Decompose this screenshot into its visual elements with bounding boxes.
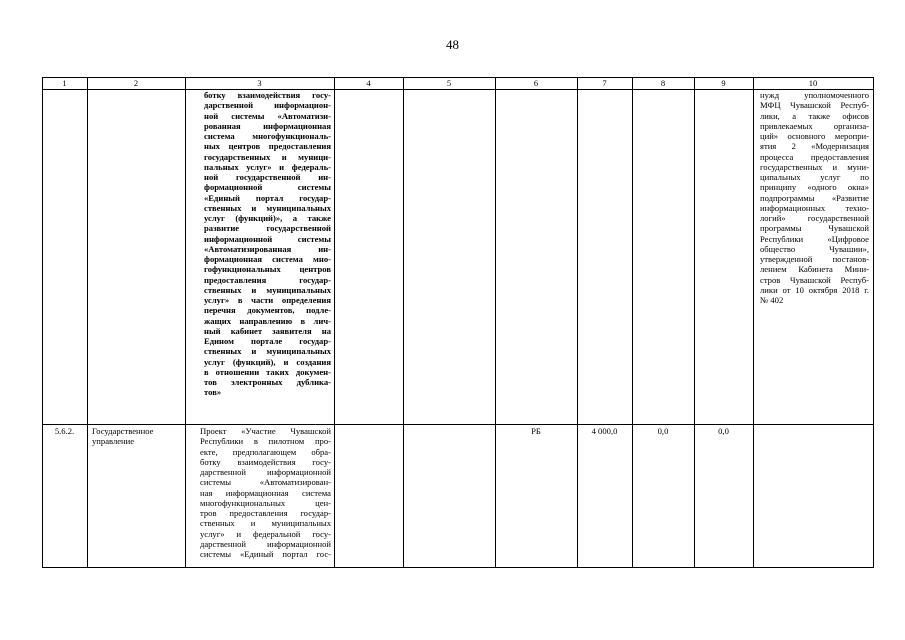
text-line: рованная информационная bbox=[204, 120, 331, 131]
text-line: тров предоставления государ- bbox=[200, 508, 331, 518]
row-a-source-note bbox=[760, 90, 869, 305]
text-line: информационной системы bbox=[204, 233, 331, 244]
text-line: системы «Автоматизирован- bbox=[200, 477, 331, 488]
column-border bbox=[87, 77, 88, 568]
text-line: управление bbox=[92, 436, 135, 447]
table-bottom-border bbox=[42, 567, 874, 568]
column-border bbox=[42, 77, 43, 568]
text-line: подпрограммы «Развитие bbox=[760, 192, 869, 203]
text-line: услуг (функций), и создания bbox=[204, 356, 331, 367]
column-border bbox=[694, 77, 695, 568]
column-border bbox=[185, 77, 186, 568]
text-line: ственных и муниципальных bbox=[204, 284, 331, 295]
text-line: Республики в пилотном про- bbox=[200, 436, 331, 447]
text-line: государственных и муници- bbox=[204, 151, 331, 162]
text-line: процесса предоставления bbox=[760, 151, 869, 162]
text-line: ципальных услуг по bbox=[760, 172, 869, 182]
column-header: 4 bbox=[366, 78, 371, 88]
text-line: гофункциональных центров bbox=[204, 264, 331, 275]
page-number: 48 bbox=[446, 37, 459, 52]
text-line: ная информационная система bbox=[200, 487, 331, 498]
text-line: Проект «Участие Чувашской bbox=[200, 426, 331, 436]
text-line: ственных и муниципальных bbox=[204, 202, 331, 213]
text-line: Едином портале государ- bbox=[204, 336, 331, 346]
text-line: программы Чувашской bbox=[760, 223, 869, 234]
column-header: 8 bbox=[660, 78, 666, 88]
text-line: ный кабинет заявителя на bbox=[204, 325, 331, 336]
column-header: 7 bbox=[602, 78, 607, 88]
text-line: «Единый портал государ- bbox=[204, 192, 331, 203]
text-line: многофункциональных цен- bbox=[200, 497, 331, 508]
text-line: развитие государственной bbox=[204, 223, 331, 234]
text-line: ных центров предоставления bbox=[204, 141, 331, 152]
text-line: ций» основного меропри- bbox=[760, 131, 869, 141]
text-line: утвержденной постанов- bbox=[760, 254, 869, 264]
text-line: предоставления государ- bbox=[204, 274, 331, 285]
text-line: в отношении таких докумен- bbox=[204, 366, 331, 377]
column-border bbox=[632, 77, 633, 568]
text-line: жащих направлению в лич- bbox=[204, 315, 331, 326]
text-line: ботку взаимодействия госу- bbox=[200, 456, 331, 467]
column-header: 3 bbox=[257, 78, 262, 88]
column-border bbox=[495, 77, 496, 568]
text-line: «Автоматизированная ин- bbox=[204, 243, 331, 254]
text-line: дарственной информационной bbox=[200, 538, 331, 549]
column-header: 6 bbox=[533, 78, 539, 88]
column-header: 1 bbox=[62, 78, 67, 88]
column-header: 10 bbox=[808, 78, 818, 88]
column-header: 5 bbox=[446, 78, 452, 88]
text-line: государственных и муни- bbox=[760, 161, 869, 172]
text-line: нужд уполномоченного bbox=[760, 90, 869, 100]
text-line: система многофункциональ- bbox=[204, 131, 331, 141]
text-line: ятия 2 «Модернизация bbox=[760, 141, 869, 152]
text-line: МФЦ Чувашской Респуб- bbox=[760, 100, 869, 111]
text-line: екте, предполагающем обра- bbox=[200, 446, 331, 457]
text-line: логий» государственной bbox=[760, 213, 869, 223]
text-line: лики, а также офисов bbox=[760, 110, 869, 121]
text-line: тов» bbox=[204, 387, 222, 398]
text-line: пальных услуг» и федераль- bbox=[204, 161, 331, 172]
column-header: 2 bbox=[133, 78, 139, 88]
text-line: ственных и муниципальных bbox=[200, 518, 331, 529]
text-line: услуг» и федеральной госу- bbox=[200, 528, 331, 539]
text-line: принципу «одного окна» bbox=[760, 182, 869, 193]
row-b-amount-col8: 0,0 bbox=[657, 426, 669, 436]
text-line: перечня документов, подле- bbox=[204, 305, 331, 316]
text-line: ной системы «Автоматизи- bbox=[204, 110, 331, 121]
text-line: привлекаемых организа- bbox=[760, 120, 869, 131]
text-line: формационная система мно- bbox=[204, 254, 331, 264]
text-line: формационной системы bbox=[204, 182, 331, 193]
text-line: услуг» в части определения bbox=[204, 295, 331, 305]
text-line: общество Чувашии», bbox=[760, 243, 869, 254]
text-line: ственных и муниципальных bbox=[204, 346, 331, 357]
text-line: ботку взаимодействия госу- bbox=[204, 90, 331, 100]
text-line: информационных техно- bbox=[760, 202, 869, 213]
text-line: Государственное bbox=[92, 426, 154, 436]
row-b-amount-col7: 4 000,0 bbox=[591, 426, 618, 436]
row-a-description bbox=[204, 90, 331, 398]
header-row-border bbox=[42, 89, 874, 90]
column-border bbox=[873, 77, 874, 568]
row-b-funding-source: РБ bbox=[531, 426, 541, 436]
text-line: лением Кабинета Мини- bbox=[760, 264, 869, 275]
text-line: стров Чувашской Респуб- bbox=[760, 274, 869, 285]
row-b-description bbox=[200, 426, 331, 559]
row-b-category bbox=[92, 426, 182, 447]
column-border bbox=[753, 77, 754, 568]
text-line: дарственной информационной bbox=[200, 467, 331, 477]
text-line: лики от 10 октября 2018 г. bbox=[760, 284, 869, 295]
column-border bbox=[577, 77, 578, 568]
column-border bbox=[403, 77, 404, 568]
row-b-number: 5.6.2. bbox=[54, 426, 75, 436]
budget-table bbox=[42, 77, 874, 568]
text-line: тов электронных дублика- bbox=[204, 377, 331, 387]
row-separator bbox=[42, 424, 874, 425]
text-line: услуг (функций)», а также bbox=[204, 213, 331, 223]
text-line: № 402 bbox=[760, 295, 784, 305]
column-border bbox=[334, 77, 335, 568]
text-line: системы «Единый портал гос- bbox=[200, 549, 331, 559]
text-line: Республики «Цифровое bbox=[760, 233, 869, 244]
column-header: 9 bbox=[721, 78, 726, 88]
text-line: ной государственной ин- bbox=[204, 172, 331, 182]
row-b-amount-col9: 0,0 bbox=[718, 426, 729, 436]
text-line: дарственной информацион- bbox=[204, 100, 331, 111]
